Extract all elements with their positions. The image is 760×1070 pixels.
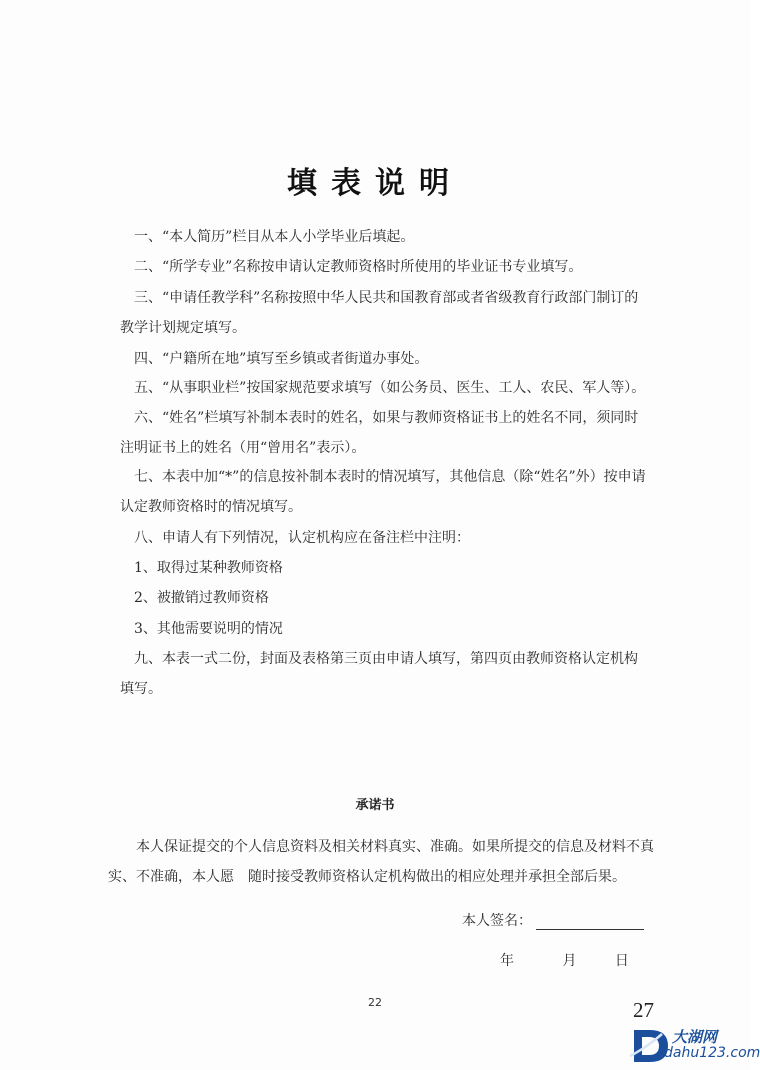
date-month-label: 月 bbox=[562, 953, 577, 969]
date-year-label: 年 bbox=[500, 953, 514, 969]
watermark-domain: dahu123.com bbox=[664, 1045, 760, 1061]
instruction-item-1: 一、“本人简历”栏目从本人小学毕业后填起。 bbox=[134, 229, 415, 245]
instruction-item-7: 七、本表中加“*”的信息按补制本表时的情况填写，其他信息（除“姓名”外）按申请认定教师资格时的情况填写。 bbox=[120, 469, 646, 515]
watermark-name: 大湖网 bbox=[672, 1028, 718, 1046]
instruction-subitem-1: 1、取得过某种教师资格 bbox=[134, 560, 283, 576]
signature-label: 本人签名： bbox=[462, 913, 532, 929]
instruction-item-3: 三、“申请任教学科”名称按照中华人民共和国教育部或者省级教育行政部门制订的教学计划规定填写。 bbox=[120, 290, 639, 336]
signature-line[interactable] bbox=[536, 915, 644, 930]
page-number-inner: 22 bbox=[368, 996, 382, 1009]
pledge-body: 本人保证提交的个人信息资料及相关材料真实、准确。如果所提交的信息及材料不真实、不准确，本人愿 随时接受教师资格认定机构做出的相应处理并承担全部后果。 bbox=[108, 839, 654, 885]
instruction-subitem-2: 2、被撤销过教师资格 bbox=[134, 590, 269, 606]
page-number-outer: 27 bbox=[633, 998, 654, 1022]
instruction-item-8: 八、申请人有下列情况，认定机构应在备注栏中注明： bbox=[134, 530, 470, 546]
instruction-subitem-3: 3、其他需要说明的情况 bbox=[134, 621, 283, 637]
pledge-title: 承诺书 bbox=[355, 798, 395, 813]
date-day-label: 日 bbox=[614, 953, 629, 969]
date-row bbox=[500, 950, 629, 970]
instruction-item-4: 四、“户籍所在地”填写至乡镇或者街道办事处。 bbox=[134, 351, 429, 367]
instruction-item-5: 五、“从事职业栏”按国家规范要求填写（如公务员、医生、工人、农民、军人等）。 bbox=[134, 380, 646, 396]
site-watermark bbox=[628, 1026, 760, 1066]
signature-row bbox=[462, 910, 644, 930]
instruction-item-6: 六、“姓名”栏填写补制本表时的姓名，如果与教师资格证书上的姓名不同，须同时注明证书上的姓名（用“曾用名”表示）。 bbox=[120, 410, 639, 456]
instruction-item-9: 九、本表一式二份，封面及表格第三页由申请人填写，第四页由教师资格认定机构填写。 bbox=[120, 651, 638, 697]
page-title: 填表说明 bbox=[287, 166, 463, 201]
instruction-item-2: 二、“所学专业”名称按申请认定教师资格时所使用的毕业证书专业填写。 bbox=[134, 259, 583, 275]
